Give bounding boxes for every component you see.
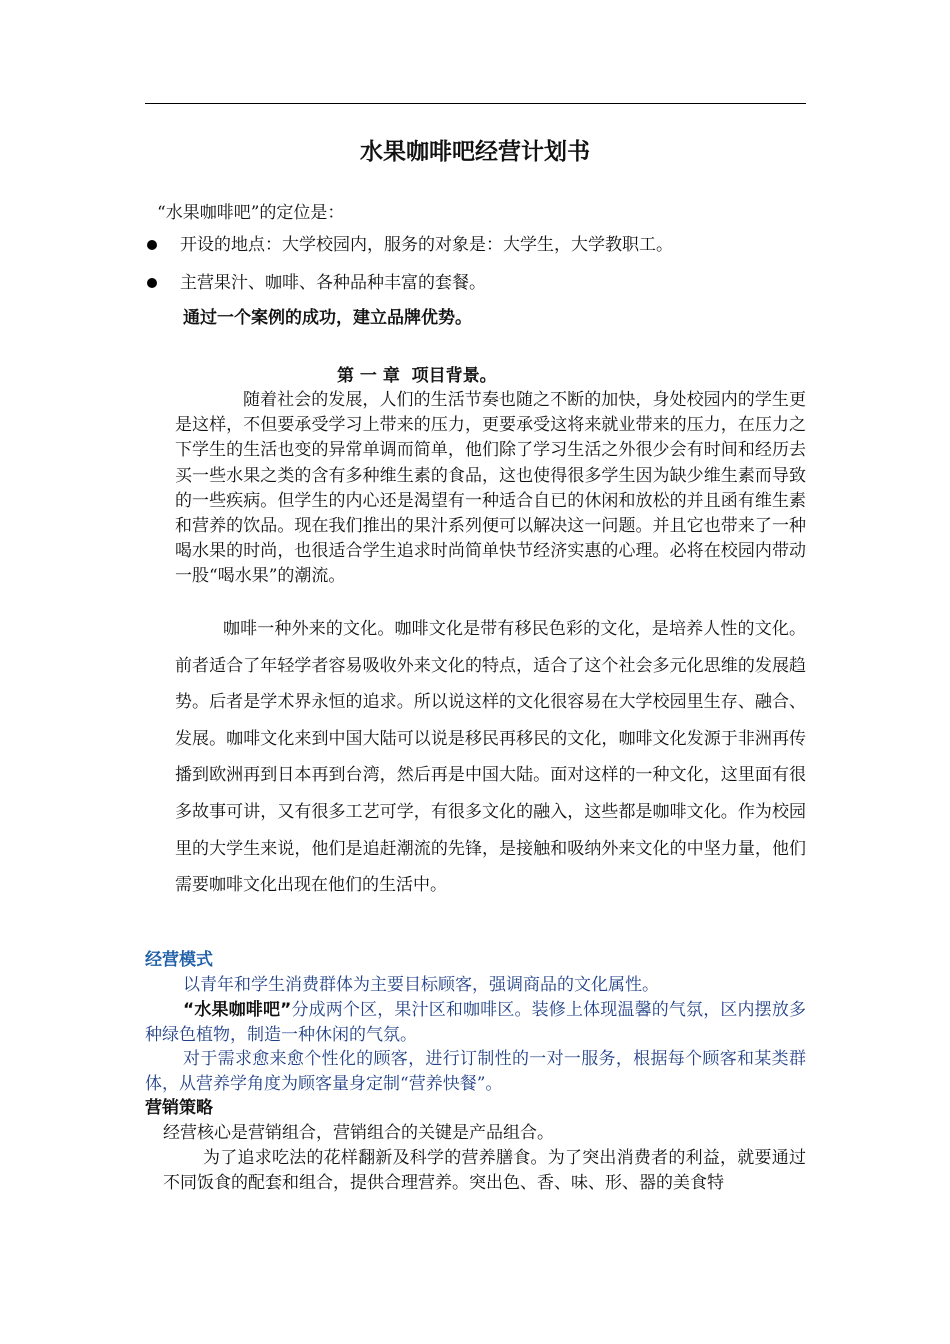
marketing-paragraph-1: 经营核心是营销组合，营销组合的关键是产品组合。 bbox=[163, 1123, 554, 1143]
header-rule bbox=[145, 103, 806, 104]
bullet-item-location: 开设的地点：大学校园内，服务的对象是：大学生，大学教职工。 bbox=[180, 235, 673, 255]
positioning-intro: “水果咖啡吧”的定位是： bbox=[157, 203, 345, 223]
document-title: 水果咖啡吧经营计划书 bbox=[360, 139, 590, 165]
chapter-heading: 第 一 章 项目背景。 bbox=[337, 366, 497, 386]
marketing-heading: 营销策略 bbox=[145, 1098, 213, 1118]
marketing-paragraph-2: 为了追求吃法的花样翻新及科学的营养膳食。为了突出消费者的利益，就要通过不同饭食的配套和组合，提供合理营养。突出色、香、味、形、器的美食特 bbox=[163, 1148, 806, 1193]
bullet-item-products: 主营果汁、咖啡、各种品种丰富的套餐。 bbox=[180, 273, 486, 293]
bullet-icon bbox=[147, 278, 157, 288]
business-model-heading: 经营模式 bbox=[145, 950, 213, 970]
business-model-paragraph-3: 对于需求愈来愈个性化的顾客，进行订制性的一对一服务，根据每个顾客和某类群体，从营养学角度为顾客量身定制“营养快餐”。 bbox=[145, 1049, 806, 1094]
chapter-paragraph-1: 随着社会的发展，人们的生活节奏也随之不断的加快，身处校园内的学生更是这样，不但要承受学习上带来的压力，更要承受这将来就业带来的压力，在压力之下学生的生活也变的异常单调而简单，他们除了学习生活之外很少会有时间和经历去买一些水果之类的含有多种维生素的食品，这也使得很多学生因为缺少维生素而导致的一些疾病。但学生的内心还是渴望有一种适合自已的休闲和放松的并且函有维生素和营养的饮品。现在我们推出的果汁系列便可以解决这一问题。并且它也带来了一种喝水果的时尚，也很适合学生追求时尚简单快节经济实惠的心理。必将在校园内带动一股“喝水果”的潮流。 bbox=[175, 390, 806, 587]
business-model-paragraph-2 bbox=[145, 998, 806, 1048]
slogan: 通过一个案例的成功，建立品牌优势。 bbox=[183, 308, 472, 328]
business-model-paragraph-2-text: 分成两个区，果汁区和咖啡区。装修上体现温馨的气氛，区内摆放多种绿色植物，制造一种休闲的气氛。 bbox=[145, 1000, 806, 1045]
chapter-paragraph-2: 咖啡一种外来的文化。咖啡文化是带有移民色彩的文化，是培养人性的文化。前者适合了年轻学者容易吸收外来文化的特点，适合了这个社会多元化思维的发展趋势。后者是学术界永恒的追求。所以说这样的文化很容易在大学校园里生存、融合、发展。咖啡文化来到中国大陆可以说是移民再移民的文化，咖啡文化发源于非洲再传播到欧洲再到日本再到台湾，然后再是中国大陆。面对这样的一种文化，这里面有很多故事可讲，又有很多工艺可学，有很多文化的融入，这些都是咖啡文化。作为校园里的大学生来说，他们是追赶潮流的先锋，是接触和吸纳外来文化的中坚力量，他们需要咖啡文化出现在他们的生活中。 bbox=[175, 619, 806, 896]
business-model-paragraph-1: 以青年和学生消费群体为主要目标顾客，强调商品的文化属性。 bbox=[183, 975, 659, 995]
brand-name: “水果咖啡吧” bbox=[183, 1000, 292, 1020]
bullet-icon bbox=[147, 240, 157, 250]
